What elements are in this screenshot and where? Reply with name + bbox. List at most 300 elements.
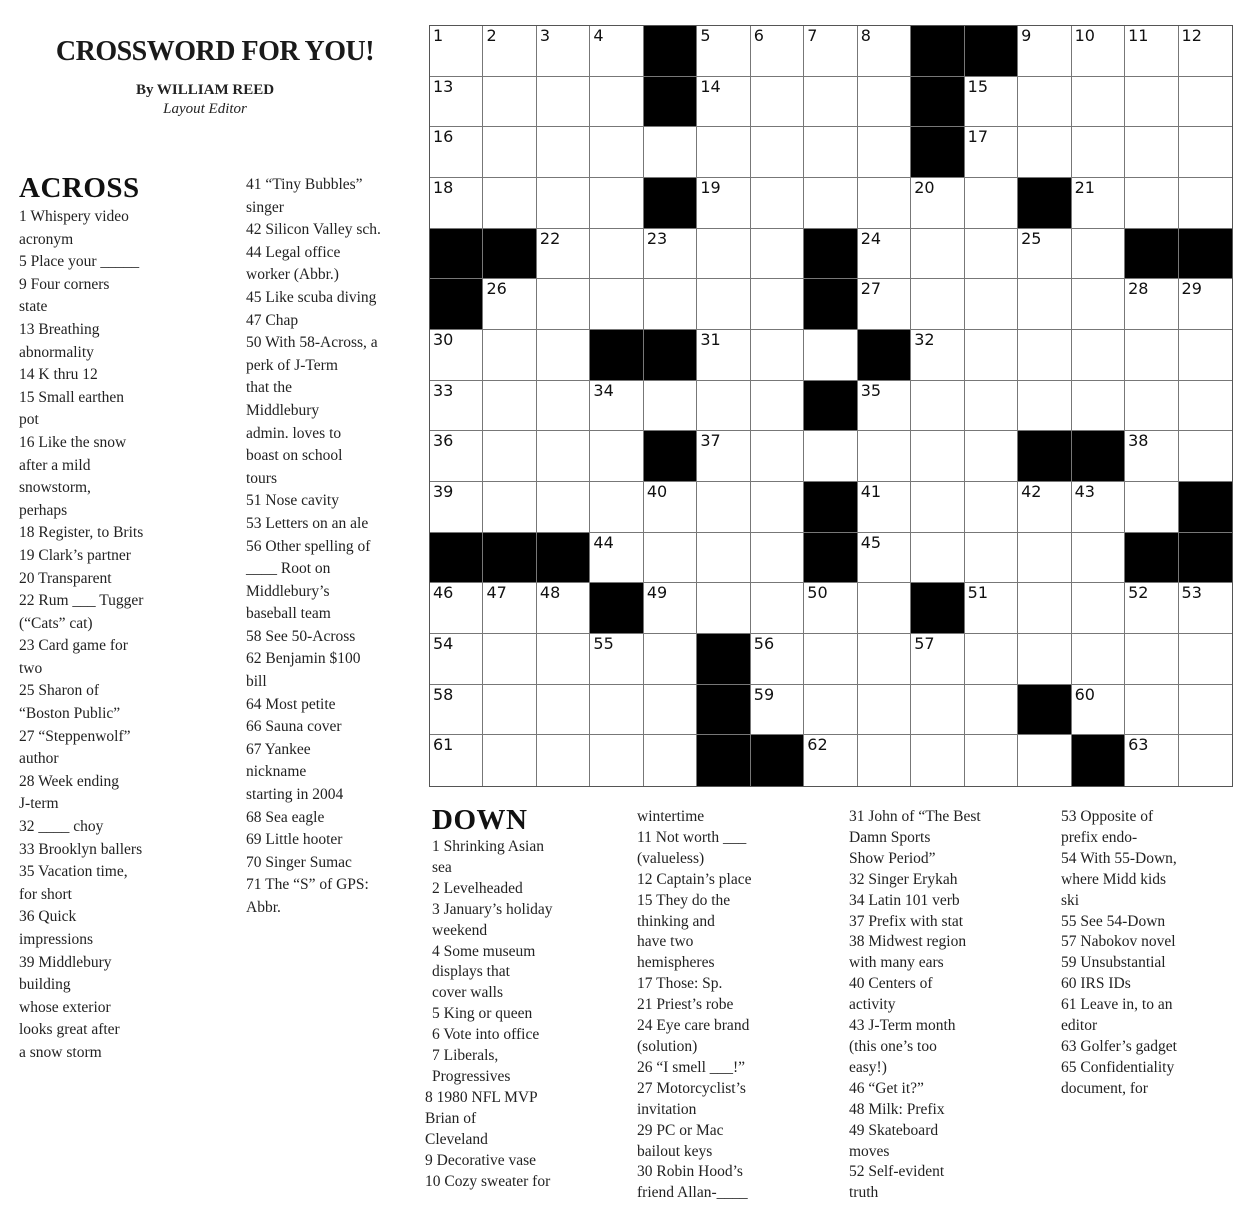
grid-cell[interactable] bbox=[1179, 685, 1232, 736]
grid-cell[interactable] bbox=[590, 77, 643, 128]
grid-cell[interactable] bbox=[1179, 330, 1232, 381]
grid-cell[interactable] bbox=[1125, 279, 1178, 330]
clue-line: friend Allan-____ bbox=[637, 1184, 748, 1202]
grid-block bbox=[644, 431, 697, 482]
grid-cell[interactable] bbox=[1018, 482, 1071, 533]
grid-cell[interactable] bbox=[483, 431, 536, 482]
grid-cell[interactable] bbox=[858, 127, 911, 178]
grid-cell[interactable] bbox=[590, 634, 643, 685]
grid-cell[interactable] bbox=[1018, 533, 1071, 584]
clue-line: weekend bbox=[432, 921, 488, 939]
grid-cell[interactable] bbox=[697, 26, 750, 77]
clue-line: 33 Brooklyn ballers bbox=[19, 840, 143, 858]
clue-line: ____ Root on bbox=[246, 560, 331, 578]
grid-cell[interactable] bbox=[911, 482, 964, 533]
grid-cell[interactable] bbox=[697, 533, 750, 584]
clue-line: 31 John of “The Best bbox=[849, 808, 981, 825]
grid-cell[interactable] bbox=[1125, 26, 1178, 77]
grid-cell[interactable] bbox=[1125, 127, 1178, 178]
clue-line: 3 January’s holiday bbox=[432, 900, 553, 918]
grid-cell[interactable] bbox=[751, 685, 804, 736]
cell-number: 39 bbox=[433, 482, 454, 501]
grid-cell[interactable] bbox=[751, 77, 804, 128]
cell-number: 61 bbox=[433, 735, 454, 755]
grid-cell[interactable] bbox=[644, 634, 697, 685]
grid-block bbox=[644, 77, 697, 128]
grid-cell[interactable] bbox=[483, 482, 536, 533]
cell-number: 25 bbox=[1021, 228, 1042, 248]
grid-cell[interactable] bbox=[911, 279, 964, 330]
grid-cell[interactable] bbox=[751, 330, 804, 381]
grid-block bbox=[804, 482, 857, 533]
grid-cell[interactable] bbox=[965, 330, 1018, 381]
grid-cell[interactable] bbox=[590, 482, 643, 533]
grid-cell[interactable] bbox=[1018, 634, 1071, 685]
grid-cell[interactable] bbox=[1072, 482, 1125, 533]
grid-cell[interactable] bbox=[1072, 127, 1125, 178]
grid-block bbox=[697, 685, 750, 736]
grid-cell[interactable] bbox=[1125, 178, 1178, 229]
cell-number: 19 bbox=[700, 178, 721, 197]
grid-cell[interactable] bbox=[965, 127, 1018, 178]
grid-cell[interactable] bbox=[430, 583, 483, 634]
grid-cell[interactable] bbox=[483, 330, 536, 381]
grid-cell[interactable] bbox=[911, 685, 964, 736]
grid-cell[interactable] bbox=[590, 431, 643, 482]
grid-cell[interactable] bbox=[751, 634, 804, 685]
grid-cell[interactable] bbox=[537, 381, 590, 432]
grid-cell[interactable] bbox=[537, 634, 590, 685]
cell-number: 52 bbox=[1128, 583, 1149, 603]
grid-cell[interactable] bbox=[1072, 26, 1125, 77]
grid-cell[interactable] bbox=[911, 533, 964, 584]
clue-line: 56 Other spelling of bbox=[246, 537, 371, 555]
grid-cell[interactable] bbox=[644, 279, 697, 330]
grid-cell[interactable] bbox=[644, 381, 697, 432]
grid-cell[interactable] bbox=[858, 178, 911, 229]
clue-line: snowstorm, bbox=[19, 479, 91, 497]
grid-cell[interactable] bbox=[590, 279, 643, 330]
clue-line: ski bbox=[1061, 891, 1080, 909]
clue-line: Middlebury bbox=[246, 401, 320, 419]
grid-cell[interactable] bbox=[644, 229, 697, 280]
grid-cell[interactable] bbox=[537, 482, 590, 533]
clue-line: 55 See 54-Down bbox=[1061, 912, 1166, 930]
grid-cell[interactable] bbox=[483, 685, 536, 736]
grid-cell[interactable] bbox=[697, 127, 750, 178]
grid-cell[interactable] bbox=[751, 127, 804, 178]
clue-line: 2 Levelheaded bbox=[432, 879, 523, 897]
grid-cell[interactable] bbox=[858, 431, 911, 482]
grid-cell[interactable] bbox=[804, 26, 857, 77]
cell-number: 23 bbox=[646, 228, 668, 248]
clue-line: have two bbox=[637, 933, 694, 951]
grid-cell[interactable] bbox=[590, 127, 643, 178]
crossword-grid bbox=[429, 25, 1233, 787]
clue-line: 57 Nabokov novel bbox=[1061, 933, 1176, 951]
grid-cell[interactable] bbox=[1018, 229, 1071, 280]
grid-cell[interactable] bbox=[430, 735, 483, 786]
grid-cell[interactable] bbox=[1179, 178, 1232, 229]
grid-cell[interactable] bbox=[697, 279, 750, 330]
grid-cell[interactable] bbox=[697, 229, 750, 280]
clue-line: 40 Centers of bbox=[849, 975, 933, 993]
grid-cell[interactable] bbox=[965, 482, 1018, 533]
clue-line: 1 Shrinking Asian bbox=[432, 838, 544, 855]
grid-cell[interactable] bbox=[697, 381, 750, 432]
cell-number: 31 bbox=[700, 330, 721, 349]
grid-cell[interactable] bbox=[804, 77, 857, 128]
down-heading: DOWN bbox=[432, 804, 528, 836]
grid-cell[interactable] bbox=[590, 26, 643, 77]
down-clues-col1b bbox=[425, 1088, 550, 1193]
cell-number: 4 bbox=[593, 26, 604, 45]
clue-line: 11 Not worth ___ bbox=[637, 828, 747, 846]
grid-cell[interactable] bbox=[1179, 127, 1232, 178]
grid-cell[interactable] bbox=[537, 127, 590, 178]
grid-cell[interactable] bbox=[697, 431, 750, 482]
grid-cell[interactable] bbox=[483, 26, 536, 77]
grid-cell[interactable] bbox=[697, 330, 750, 381]
grid-cell[interactable] bbox=[590, 229, 643, 280]
cell-number: 2 bbox=[486, 26, 497, 45]
grid-block bbox=[1018, 431, 1071, 482]
clue-line: 17 Those: Sp. bbox=[637, 975, 723, 993]
grid-cell[interactable] bbox=[483, 77, 536, 128]
grid-cell[interactable] bbox=[537, 26, 590, 77]
grid-cell[interactable] bbox=[537, 330, 590, 381]
cell-number: 5 bbox=[700, 26, 711, 45]
grid-cell[interactable] bbox=[1179, 583, 1232, 634]
grid-cell[interactable] bbox=[644, 735, 697, 786]
grid-cell[interactable] bbox=[644, 533, 697, 584]
grid-cell[interactable] bbox=[1125, 330, 1178, 381]
cell-number: 44 bbox=[593, 532, 614, 552]
grid-cell[interactable] bbox=[590, 685, 643, 736]
cell-number: 45 bbox=[860, 532, 882, 552]
grid-cell[interactable] bbox=[965, 279, 1018, 330]
clue-line: 32 Singer Erykah bbox=[849, 870, 958, 888]
clue-line: state bbox=[19, 298, 48, 316]
grid-cell[interactable] bbox=[965, 431, 1018, 482]
grid-cell[interactable] bbox=[804, 431, 857, 482]
clue-line: two bbox=[19, 659, 43, 677]
grid-cell[interactable] bbox=[804, 685, 857, 736]
grid-cell[interactable] bbox=[858, 229, 911, 280]
grid-cell[interactable] bbox=[1072, 634, 1125, 685]
clue-line: Cleveland bbox=[425, 1130, 488, 1148]
grid-block bbox=[483, 229, 536, 280]
grid-cell[interactable] bbox=[1125, 735, 1178, 786]
grid-cell[interactable] bbox=[1179, 381, 1232, 432]
clue-line: J-term bbox=[19, 795, 59, 813]
grid-cell[interactable] bbox=[751, 26, 804, 77]
grid-block bbox=[430, 279, 483, 330]
grid-cell[interactable] bbox=[430, 330, 483, 381]
clue-line: singer bbox=[246, 198, 284, 216]
grid-cell[interactable] bbox=[911, 735, 964, 786]
cell-number: 6 bbox=[753, 26, 764, 45]
grid-block bbox=[804, 381, 857, 432]
grid-cell[interactable] bbox=[1018, 77, 1071, 128]
cell-number: 13 bbox=[433, 76, 454, 96]
grid-cell[interactable] bbox=[965, 229, 1018, 280]
grid-cell[interactable] bbox=[751, 229, 804, 280]
grid-cell[interactable] bbox=[537, 229, 590, 280]
clue-line: worker (Abbr.) bbox=[246, 266, 339, 284]
grid-cell[interactable] bbox=[1072, 685, 1125, 736]
grid-cell[interactable] bbox=[483, 178, 536, 229]
down-clues-col3 bbox=[849, 807, 981, 1204]
grid-cell[interactable] bbox=[751, 583, 804, 634]
grid-cell[interactable] bbox=[537, 583, 590, 634]
grid-cell[interactable] bbox=[965, 533, 1018, 584]
grid-cell[interactable] bbox=[644, 127, 697, 178]
grid-cell[interactable] bbox=[1125, 381, 1178, 432]
grid-cell[interactable] bbox=[697, 77, 750, 128]
grid-cell[interactable] bbox=[858, 533, 911, 584]
clue-line: 69 Little hooter bbox=[246, 831, 343, 849]
clue-line: 60 IRS IDs bbox=[1061, 975, 1131, 993]
clue-line: hemispheres bbox=[637, 954, 715, 972]
grid-cell[interactable] bbox=[858, 583, 911, 634]
grid-cell[interactable] bbox=[751, 381, 804, 432]
grid-cell[interactable] bbox=[804, 330, 857, 381]
grid-cell[interactable] bbox=[1179, 26, 1232, 77]
grid-cell[interactable] bbox=[430, 178, 483, 229]
grid-cell[interactable] bbox=[1072, 381, 1125, 432]
grid-cell[interactable] bbox=[1018, 279, 1071, 330]
grid-cell[interactable] bbox=[590, 735, 643, 786]
clue-line: moves bbox=[849, 1142, 890, 1160]
clue-line: 42 Silicon Valley sch. bbox=[246, 221, 381, 239]
grid-cell[interactable] bbox=[1125, 685, 1178, 736]
grid-cell[interactable] bbox=[1125, 431, 1178, 482]
clue-line: looks great after bbox=[19, 1021, 120, 1039]
grid-cell[interactable] bbox=[537, 431, 590, 482]
grid-cell[interactable] bbox=[858, 26, 911, 77]
cell-number: 63 bbox=[1128, 735, 1149, 755]
grid-cell[interactable] bbox=[644, 685, 697, 736]
grid-cell[interactable] bbox=[483, 127, 536, 178]
clue-line: baseball team bbox=[246, 605, 331, 623]
cell-number: 59 bbox=[753, 684, 775, 704]
grid-cell[interactable] bbox=[430, 634, 483, 685]
grid-cell[interactable] bbox=[483, 381, 536, 432]
grid-cell[interactable] bbox=[911, 431, 964, 482]
grid-block bbox=[858, 330, 911, 381]
grid-cell[interactable] bbox=[965, 77, 1018, 128]
clue-line: 38 Midwest region bbox=[849, 933, 967, 951]
grid-cell[interactable] bbox=[1125, 482, 1178, 533]
clue-line: sea bbox=[432, 858, 452, 876]
grid-cell[interactable] bbox=[1072, 533, 1125, 584]
cell-number: 55 bbox=[593, 634, 614, 653]
grid-block bbox=[644, 178, 697, 229]
clue-line: admin. loves to bbox=[246, 424, 342, 442]
grid-cell[interactable] bbox=[911, 229, 964, 280]
grid-cell[interactable] bbox=[697, 583, 750, 634]
grid-cell[interactable] bbox=[858, 634, 911, 685]
grid-cell[interactable] bbox=[1125, 583, 1178, 634]
grid-cell[interactable] bbox=[1018, 127, 1071, 178]
grid-cell[interactable] bbox=[751, 533, 804, 584]
clue-line: whose exterior bbox=[19, 998, 111, 1016]
cell-number: 12 bbox=[1181, 26, 1202, 45]
grid-cell[interactable] bbox=[537, 77, 590, 128]
grid-cell[interactable] bbox=[697, 482, 750, 533]
clue-line: 18 Register, to Brits bbox=[19, 524, 144, 542]
cell-number: 49 bbox=[646, 583, 668, 603]
grid-cell[interactable] bbox=[590, 178, 643, 229]
clue-line: (solution) bbox=[637, 1037, 698, 1055]
grid-cell[interactable] bbox=[965, 178, 1018, 229]
grid-cell[interactable] bbox=[1179, 77, 1232, 128]
grid-cell[interactable] bbox=[858, 279, 911, 330]
grid-cell[interactable] bbox=[1018, 26, 1071, 77]
clue-line: 5 Place your _____ bbox=[19, 253, 140, 271]
grid-cell[interactable] bbox=[1072, 77, 1125, 128]
author-role: Layout Editor bbox=[163, 101, 247, 117]
grid-cell[interactable] bbox=[804, 583, 857, 634]
grid-cell[interactable] bbox=[430, 685, 483, 736]
clue-line: 48 Milk: Prefix bbox=[849, 1100, 945, 1118]
grid-cell[interactable] bbox=[1179, 634, 1232, 685]
cell-number: 1 bbox=[433, 26, 444, 45]
grid-cell[interactable] bbox=[430, 482, 483, 533]
grid-cell[interactable] bbox=[537, 279, 590, 330]
clue-line: starting in 2004 bbox=[246, 786, 344, 804]
grid-cell[interactable] bbox=[1179, 279, 1232, 330]
cell-number: 32 bbox=[914, 330, 935, 349]
clue-line: that the bbox=[246, 379, 293, 397]
grid-cell[interactable] bbox=[644, 583, 697, 634]
grid-cell[interactable] bbox=[430, 26, 483, 77]
grid-cell[interactable] bbox=[1072, 178, 1125, 229]
grid-block bbox=[1125, 533, 1178, 584]
cell-number: 50 bbox=[807, 583, 828, 603]
grid-cell[interactable] bbox=[644, 482, 697, 533]
grid-cell[interactable] bbox=[483, 279, 536, 330]
grid-cell[interactable] bbox=[1179, 431, 1232, 482]
grid-cell[interactable] bbox=[911, 178, 964, 229]
clue-line: 7 Liberals, bbox=[432, 1047, 499, 1065]
grid-cell[interactable] bbox=[751, 178, 804, 229]
clue-line: easy!) bbox=[849, 1058, 887, 1076]
grid-cell[interactable] bbox=[697, 178, 750, 229]
grid-cell[interactable] bbox=[911, 381, 964, 432]
grid-cell[interactable] bbox=[537, 178, 590, 229]
grid-cell[interactable] bbox=[537, 735, 590, 786]
clue-line: 15 Small earthen bbox=[19, 388, 125, 406]
grid-cell[interactable] bbox=[537, 685, 590, 736]
cell-number: 27 bbox=[860, 279, 882, 299]
grid-cell[interactable] bbox=[430, 431, 483, 482]
grid-block bbox=[1125, 229, 1178, 280]
grid-cell[interactable] bbox=[804, 127, 857, 178]
grid-cell[interactable] bbox=[751, 279, 804, 330]
clue-line: 39 Middlebury bbox=[19, 953, 112, 971]
cell-number: 20 bbox=[914, 178, 935, 197]
clue-line: 30 Robin Hood’s bbox=[637, 1163, 743, 1181]
grid-cell[interactable] bbox=[1018, 330, 1071, 381]
clue-line: thinking and bbox=[637, 912, 715, 930]
grid-cell[interactable] bbox=[1018, 583, 1071, 634]
clue-line: 43 J-Term month bbox=[849, 1017, 956, 1035]
grid-cell[interactable] bbox=[965, 381, 1018, 432]
grid-cell[interactable] bbox=[483, 634, 536, 685]
grid-cell[interactable] bbox=[751, 431, 804, 482]
clue-line: “Boston Public” bbox=[19, 705, 121, 723]
cell-number: 14 bbox=[700, 76, 721, 96]
grid-cell[interactable] bbox=[1072, 583, 1125, 634]
grid-cell[interactable] bbox=[1125, 634, 1178, 685]
grid-cell[interactable] bbox=[858, 381, 911, 432]
clue-line: Show Period” bbox=[849, 849, 936, 867]
clue-line: (this one’s too bbox=[849, 1037, 937, 1055]
grid-cell[interactable] bbox=[1072, 279, 1125, 330]
clue-line: Middlebury’s bbox=[246, 582, 330, 600]
grid-cell[interactable] bbox=[965, 583, 1018, 634]
grid-cell[interactable] bbox=[751, 482, 804, 533]
clue-line: Abbr. bbox=[246, 899, 281, 916]
clue-line: 46 “Get it?” bbox=[849, 1079, 924, 1097]
grid-cell[interactable] bbox=[858, 685, 911, 736]
grid-cell[interactable] bbox=[911, 330, 964, 381]
grid-cell[interactable] bbox=[965, 685, 1018, 736]
grid-cell[interactable] bbox=[483, 583, 536, 634]
grid-cell[interactable] bbox=[430, 381, 483, 432]
clue-line: 12 Captain’s place bbox=[637, 870, 752, 888]
grid-cell[interactable] bbox=[965, 735, 1018, 786]
grid-cell[interactable] bbox=[1072, 229, 1125, 280]
grid-cell[interactable] bbox=[1072, 330, 1125, 381]
grid-cell[interactable] bbox=[804, 634, 857, 685]
grid-cell[interactable] bbox=[1018, 381, 1071, 432]
grid-cell[interactable] bbox=[858, 482, 911, 533]
grid-cell[interactable] bbox=[1179, 735, 1232, 786]
grid-cell[interactable] bbox=[858, 77, 911, 128]
grid-cell[interactable] bbox=[430, 127, 483, 178]
grid-cell[interactable] bbox=[430, 77, 483, 128]
grid-block bbox=[590, 330, 643, 381]
grid-cell[interactable] bbox=[590, 533, 643, 584]
grid-cell[interactable] bbox=[483, 735, 536, 786]
grid-block bbox=[697, 634, 750, 685]
grid-cell[interactable] bbox=[965, 634, 1018, 685]
clue-line: 37 Prefix with stat bbox=[849, 912, 964, 930]
clue-line: perk of J-Term bbox=[246, 356, 338, 374]
grid-block bbox=[430, 533, 483, 584]
clue-line: Damn Sports bbox=[849, 828, 931, 846]
cell-number: 60 bbox=[1074, 684, 1095, 704]
cell-number: 28 bbox=[1128, 279, 1149, 299]
clue-line: 34 Latin 101 verb bbox=[849, 891, 960, 909]
grid-cell[interactable] bbox=[804, 735, 857, 786]
clue-line: 53 Opposite of bbox=[1061, 808, 1154, 825]
grid-cell[interactable] bbox=[804, 178, 857, 229]
grid-cell[interactable] bbox=[590, 381, 643, 432]
grid-cell[interactable] bbox=[858, 735, 911, 786]
grid-cell[interactable] bbox=[1018, 735, 1071, 786]
clue-line: 4 Some museum bbox=[432, 942, 536, 960]
grid-block bbox=[1179, 229, 1232, 280]
clue-line: 51 Nose cavity bbox=[246, 492, 339, 510]
grid-cell[interactable] bbox=[1125, 77, 1178, 128]
clue-line: 41 “Tiny Bubbles” bbox=[246, 176, 363, 193]
grid-block bbox=[804, 533, 857, 584]
grid-cell[interactable] bbox=[911, 634, 964, 685]
